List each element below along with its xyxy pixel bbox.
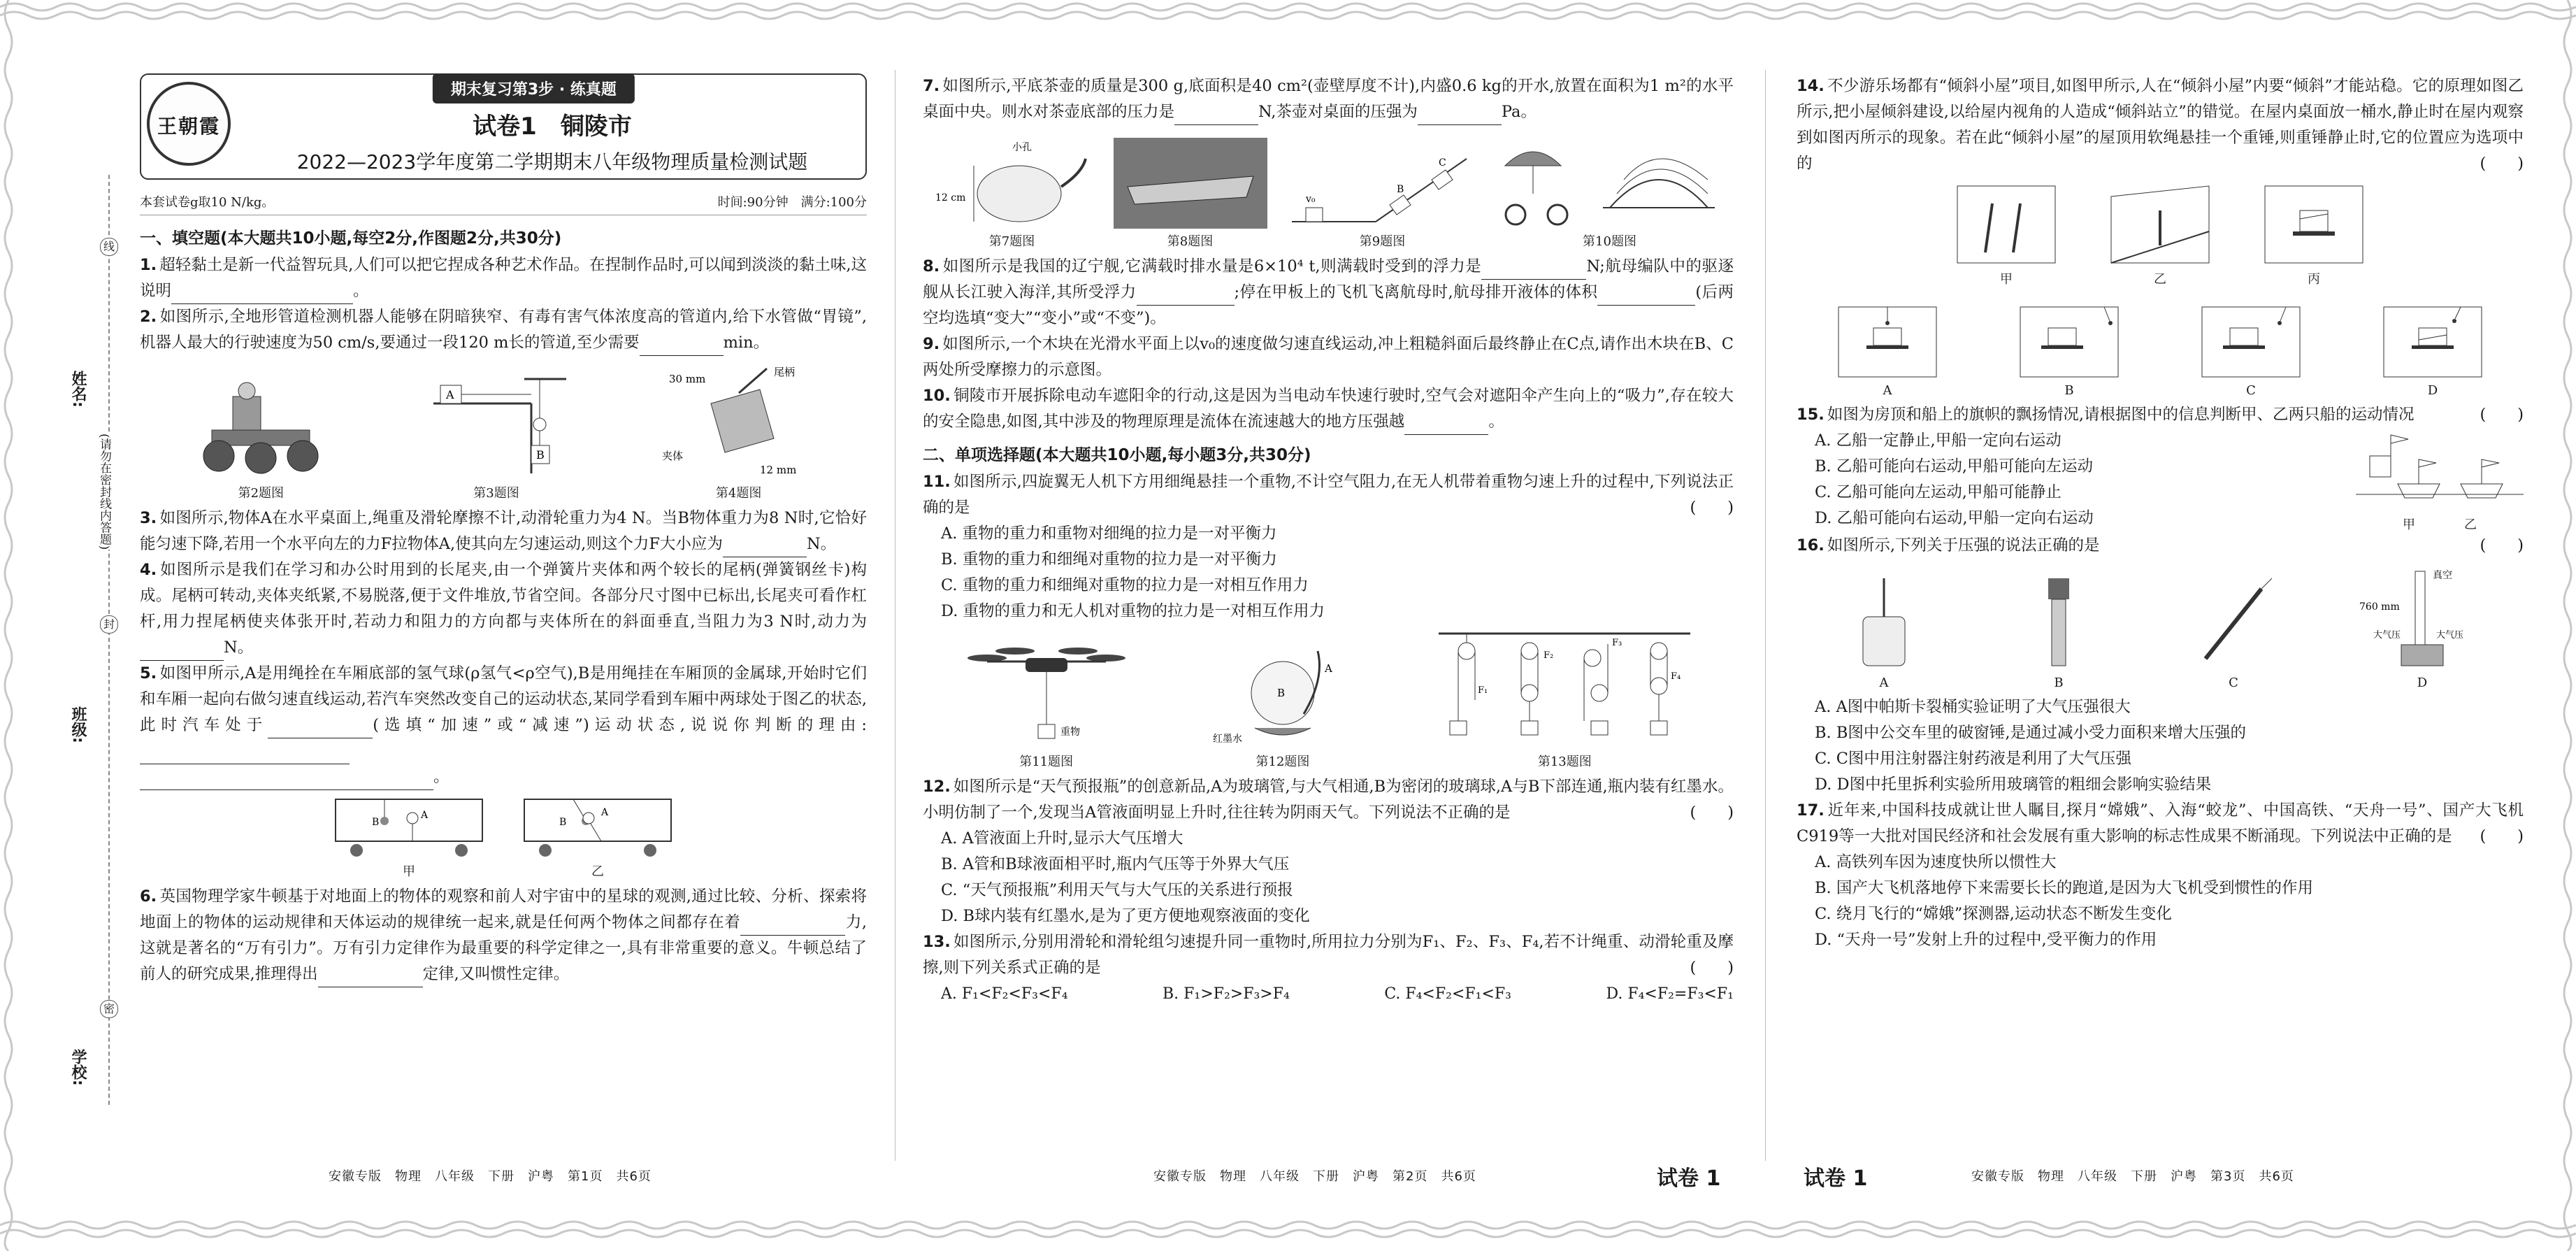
answer-blank[interactable] — [1418, 108, 1502, 125]
force-f1: F₁ — [1478, 685, 1488, 696]
option-d[interactable]: D. 乙船可能向右运动,甲船一定向右运动 — [1815, 509, 2094, 527]
hole-label: 小孔 — [1012, 142, 1032, 153]
question-7: 7. 如图所示,平底茶壶的质量是300 g,底面积是40 cm²(壶壁厚度不计),内盛0.6 kg的开水,放置在面积为1 m²的水平桌面中央。则水对茶壶底部的压力是 N,茶壶对桌面的压强为 Pa。 — [923, 73, 1734, 125]
figure-16-c: C — [2185, 575, 2282, 690]
option-d[interactable]: D. F₄<F₂=F₃<F₁ — [1606, 985, 1734, 1003]
figures-q2-q4 — [140, 362, 867, 501]
question-5: 5. 如图甲所示,A是用绳拴在车厢底部的氢气球(ρ氢气<ρ空气),B是用绳挂在车厢顶的金属球,开始时它们和车厢一起向右做匀速直线运动,若汽车突然改变自己的运动状态,某同学看到车厢中两球处于图乙的状态,此时汽车处于 (选填“加速”或“减速”)运动状态,说说你判断的理由: 。 — [140, 661, 867, 790]
name-field-label: 姓名: — [69, 371, 87, 408]
figure-5-jia: B A 甲 — [329, 796, 489, 880]
column-divider — [1765, 70, 1766, 1161]
option-a[interactable]: A. 重物的重力和重物对细绳的拉力是一对平衡力 — [941, 524, 1277, 543]
figure-16 — [1797, 564, 2524, 690]
exam-title: 试卷1 铜陵市 — [473, 113, 632, 141]
option-d[interactable]: D. D图中托里拆利实验所用玻璃管的粗细会影响实验结果 — [1815, 775, 2212, 794]
svg-text:B: B — [372, 817, 380, 828]
answer-blank[interactable] — [171, 287, 353, 304]
pulley-systems-diagram — [1439, 630, 1690, 749]
answer-paren[interactable]: ( ) — [1690, 499, 1734, 517]
mm-label: 760 mm — [2359, 601, 2400, 613]
option-a[interactable]: A. 高铁列车因为速度快所以惯性大 — [1815, 853, 2057, 871]
option-c[interactable]: C. C图中用注射器注射药液是利用了大气压强 — [1815, 750, 2131, 768]
svg-text:C: C — [1438, 157, 1446, 169]
answer-paren[interactable]: ( ) — [1690, 959, 1734, 977]
tube-a-label: A — [1324, 662, 1332, 675]
class-field-label: 班级: — [69, 706, 87, 743]
syringe-diagram — [2185, 575, 2282, 673]
figure-3: A B 第3题图 — [426, 376, 566, 501]
question-17: 17. 近年来,中国科技成就让世人瞩目,探月“嫦娥”、入海“蛟龙”、中国高铁、“天舟一号”、国产大飞机C919等一大批对国民经济和社会发展有重大影响的标志性成果不断涌现。下列说法中正确的是 ( ) — [1797, 798, 2524, 850]
question-14: 14. 不少游乐场都有“倾斜小屋”项目,如图甲所示,人在“倾斜小屋”内要“倾斜”才能站稳。它的原理如图乙所示,把小屋倾斜建设,以给屋内视角的人造成“倾斜站立”的错觉。在屋内桌面放一桶水,静止时在屋内观察到如图丙所示的现象。若在此“倾斜小屋”的屋顶用软绳悬挂一个重锤,则重锤静止时,它的位置应为选项中的 ( ) — [1797, 73, 2524, 177]
option-a[interactable]: A. A图中帕斯卡裂桶实验证明了大气压强很大 — [1815, 698, 2131, 716]
question-16: 16. 如图所示,下列关于压强的说法正确的是 ( ) — [1797, 533, 2524, 559]
vacuum-label: 真空 — [2433, 570, 2452, 581]
answer-blank[interactable] — [740, 918, 845, 936]
tilted-room-bing — [2258, 183, 2370, 266]
answer-blank[interactable] — [723, 540, 807, 557]
option-d-figure[interactable]: D — [2377, 303, 2489, 398]
atm-label-left: 大气压 — [2373, 630, 2401, 641]
scooter-umbrella-diagram — [1498, 138, 1722, 229]
svg-text:B: B — [1396, 184, 1404, 195]
question-15-options — [1797, 428, 2356, 533]
page-footer-3: 安徽专版 物理 八年级 下册 沪粤 第3页 共6页 — [1971, 1169, 2294, 1184]
bottom-wave-border — [0, 1217, 2576, 1241]
page-footer-2: 安徽专版 物理 八年级 下册 沪粤 第2页 共6页 — [1153, 1169, 1476, 1184]
binder-clip-diagram — [655, 362, 823, 480]
option-b[interactable]: B. 重物的重力和细绳对重物的拉力是一对平衡力 — [941, 550, 1277, 569]
question-1: 1. 超轻黏土是新一代益智玩具,人们可以把它捏成各种艺术作品。在捏制作品时,可以闻到淡淡的黏土味,这说明 。 — [140, 252, 867, 304]
incline-block-diagram — [1292, 138, 1474, 229]
question-6: 6. 英国物理学家牛顿基于对地面上的物体的观察和前人对宇宙中的星球的观测,通过比较、分析、探索将地面上的物体的运动规律和天体运动的规律统一起来,就是任何两个物体之间都存在着 力,这就是著名的“万有引力”。万有引力定律作为最重要的科学定律之一,具有非常重要的意义。牛顿总结了前人的研究成果,推理得出 定律,又叫惯性定律。 — [140, 884, 867, 987]
answer-blank[interactable] — [268, 721, 373, 738]
left-wave-border — [0, 0, 24, 1251]
page-3-column — [1797, 73, 2524, 953]
option-c[interactable]: C. F₄<F₂<F₁<F₃ — [1384, 985, 1511, 1003]
weight-label: 重物 — [1060, 727, 1080, 738]
figure-12: B A 红墨水 第12题图 — [1213, 637, 1353, 770]
figure-16-d: 真空 760 mm 大气压 大气压 D — [2359, 568, 2485, 690]
question-3: 3. 如图所示,物体A在水平桌面上,绳重及滑轮摩擦不计,动滑轮重力为4 N。当B物体重力为8 N时,它恰好能匀速下降,若用一个水平向左的力F拉物体A,使其向左匀速运动,则这个力F大小应为 N。 — [140, 506, 867, 557]
brand-logo — [147, 82, 231, 166]
option-b[interactable]: B. 乙船可能向右运动,甲船可能向左运动 — [1815, 457, 2093, 476]
answer-paren[interactable]: ( ) — [2480, 155, 2524, 173]
answer-blank[interactable] — [1481, 262, 1586, 280]
answer-blank[interactable] — [140, 773, 433, 790]
brand-logo-text: 王朝霞 — [157, 115, 220, 138]
drone-illustration — [966, 637, 1127, 749]
option-a[interactable]: A. F₁<F₂<F₃<F₄ — [941, 985, 1068, 1003]
school-field-label: 学校: — [69, 1049, 87, 1086]
figure-14-scenes — [1797, 183, 2524, 287]
seal-circle: 密 — [100, 1000, 118, 1018]
dimension-12mm: 12 mm — [759, 464, 796, 476]
seal-circle: 线 — [100, 238, 118, 256]
question-10: 10. 铜陵市开展拆除电动车遮阳伞的行动,这是因为当电动车快速行驶时,空气会对遮阳伞产生向上的“吸力”,存在较大的安全隐患,如图,其中涉及的物理原理是流体在流速越大的地方压强越 。 — [923, 383, 1734, 435]
height-label: 12 cm — [935, 192, 965, 203]
answer-paren[interactable]: ( ) — [2480, 406, 2524, 424]
answer-blank[interactable] — [1404, 417, 1488, 435]
exam-meta — [140, 192, 867, 215]
red-ink-label: 红墨水 — [1212, 734, 1242, 745]
review-step-tag: 期末复习第3步 · 练真题 — [433, 73, 635, 103]
option-c[interactable]: C. 乙船可能向左运动,甲船可能静止 — [1815, 483, 2061, 501]
figure-8: 第8题图 — [1114, 138, 1267, 250]
option-d[interactable]: D. B球内装有红墨水,是为了更方便地观察液面的变化 — [941, 907, 1310, 925]
figure-2: 第2题图 — [184, 376, 338, 501]
question-13-options — [941, 981, 1734, 1007]
question-8: 8. 如图所示是我国的辽宁舰,它满载时排水量是6×10⁴ t,则满载时受到的浮力是 N;航母编队中的驱逐舰从长江驶入海洋,其所受浮力 ;停在甲板上的飞机飞离航母时,航母排开液体的体积 (后两空均选填“变大”“变小”或“不变”)。 — [923, 257, 1734, 327]
figure-5 — [140, 796, 867, 880]
svg-text:B: B — [559, 817, 567, 828]
clip-body-label: 夹体 — [661, 450, 683, 462]
option-d[interactable]: D. “天舟一号”发射上升的过程中,受平衡力的作用 — [1815, 931, 2157, 949]
answer-blank[interactable] — [1597, 288, 1695, 306]
pascal-barrel-diagram — [1835, 575, 1933, 673]
option-b[interactable]: B. F₁>F₂>F₃>F₄ — [1163, 985, 1290, 1003]
page-footer-1: 安徽专版 物理 八年级 下册 沪粤 第1页 共6页 — [329, 1169, 652, 1184]
option-a-figure[interactable]: A — [1832, 303, 1943, 398]
section-heading-single: 二、单项选择题(本大题共10小题,每小题3分,共30分) — [923, 446, 1311, 464]
tail-label: 尾柄 — [773, 366, 795, 378]
teapot-illustration — [935, 138, 1089, 229]
svg-text:A: A — [421, 810, 429, 821]
carriage-yi — [517, 796, 678, 859]
question-4: 4. 如图所示是我们在学习和办公时用到的长尾夹,由一个弹簧片夹体和两个较长的尾柄(弹簧钢丝卡)构成。尾柄可转动,夹体夹纸紧,不易脱落,便于文件堆放,节省空间。各部分尺寸图中已标出,长尾夹可看作杠杆,用力捏尾柄使夹体张开时,若动力和阻力的方向都与夹体所在的斜面垂直,当阻力为3 N时,动力为N。 — [140, 557, 867, 661]
answer-blank[interactable] — [140, 747, 350, 764]
window-hammer-diagram — [2010, 575, 2108, 673]
time-score: 时间:90分钟 满分:100分 — [717, 195, 867, 210]
figure-4: 30 mm 尾柄 夹体 12 mm 第4题图 — [655, 362, 823, 501]
option-b-figure[interactable]: B — [2013, 303, 2125, 398]
figure-14-jia: 甲 — [1950, 183, 2062, 287]
option-c[interactable]: C. “天气预报瓶”利用天气与大气压的关系进行预报 — [941, 881, 1293, 899]
top-wave-border — [0, 0, 2576, 24]
option-c-diagram — [2195, 303, 2307, 380]
block-b-label: B — [535, 448, 545, 462]
answer-blank[interactable] — [640, 338, 724, 356]
figure-14-bing: 丙 — [2258, 183, 2370, 287]
dimension-30mm: 30 mm — [668, 373, 705, 385]
question-15-body — [1797, 428, 2524, 533]
figure-15: 甲 乙 — [2356, 428, 2524, 533]
paper-tag-3: 试卷 1 — [1804, 1166, 1868, 1191]
g-note: 本套试卷g取10 N/kg。 — [140, 195, 275, 210]
force-f2: F₂ — [1544, 650, 1554, 661]
aircraft-carrier-photo — [1114, 138, 1267, 229]
seal-circle: 封 — [100, 615, 118, 634]
question-12: 12. 如图所示是“天气预报瓶”的创意新品,A为玻璃管,与大气相通,B为密闭的玻璃球,A与B下部连通,瓶内装有红墨水。小明仿制了一个,发现当A管液面明显上升时,往往转为阴雨天气。下列说法不正确的是 ( ) — [923, 774, 1734, 826]
bulb-b-label: B — [1276, 687, 1286, 699]
page-1-column — [140, 73, 867, 987]
answer-paren[interactable]: ( ) — [2480, 827, 2524, 845]
figure-10: 第10题图 — [1498, 138, 1722, 250]
question-2: 2. 如图所示,全地形管道检测机器人能够在阴暗狭窄、有毒有害气体浓度高的管道内,给下水管做“胃镜”,机器人最大的行驶速度为50 cm/s,要通过一段120 m长的管道,至少需要 min。 — [140, 304, 867, 356]
torricelli-diagram — [2359, 568, 2485, 673]
option-c-figure[interactable]: C — [2195, 303, 2307, 398]
v0-label: v₀ — [1305, 194, 1316, 205]
carriage-jia — [329, 796, 489, 859]
exam-header — [140, 73, 867, 180]
option-d[interactable]: D. 重物的重力和无人机对重物的拉力是一对相互作用力 — [941, 602, 1325, 620]
figures-q7-q10 — [923, 131, 1734, 250]
figure-14-yi: 乙 — [2104, 183, 2216, 287]
right-wave-border — [2552, 0, 2576, 1251]
answer-blank[interactable] — [1137, 288, 1235, 306]
figure-13: F₁ F₂ F₃ F₄ 第13题图 — [1439, 630, 1690, 770]
answer-blank[interactable] — [1174, 108, 1258, 125]
force-f3: F₃ — [1612, 638, 1622, 648]
tilted-room-jia — [1950, 183, 2062, 266]
flags-boats-diagram — [2356, 428, 2524, 512]
option-b[interactable]: B. 国产大飞机落地停下来需要长长的跑道,是因为大飞机受到惯性的作用 — [1815, 879, 2313, 897]
weather-bottle-diagram — [1213, 637, 1353, 749]
figure-16-b: B — [2010, 575, 2108, 690]
figure-7: 小孔 12 cm 第7题图 — [935, 138, 1089, 250]
force-f4: F₄ — [1671, 671, 1681, 682]
atm-label-right: 大气压 — [2436, 630, 2464, 641]
page-2-column — [923, 73, 1734, 1007]
exam-subtitle: 2022—2023学年度第二学期期末八年级物理质量检测试题 — [296, 150, 808, 173]
option-b-diagram — [2013, 303, 2125, 380]
figures-q11-q13 — [923, 630, 1734, 770]
option-b[interactable]: B. B图中公交车里的破窗锤,是通过减小受力面积来增大压强的 — [1815, 724, 2247, 742]
seal-instruction: (请勿在密封线内答题) — [96, 434, 113, 550]
option-c[interactable]: C. 绕月飞行的“嫦娥”探测器,运动状态不断发生变化 — [1815, 905, 2172, 923]
option-a[interactable]: A. 乙船一定静止,甲船一定向右运动 — [1815, 431, 2061, 450]
question-13: 13. 如图所示,分别用滑轮和滑轮组匀速提升同一重物时,所用拉力分别为F₁、F₂、F₃、F₄,若不计绳重、动滑轮重及摩擦,则下列关系式正确的是 ( ) — [923, 929, 1734, 981]
robot-illustration — [184, 376, 338, 480]
figure-9: v₀ B C 第9题图 — [1292, 138, 1474, 250]
option-d-diagram — [2377, 303, 2489, 380]
figure-16-a: A — [1835, 575, 1933, 690]
section-heading-fill: 一、填空题(本大题共10小题,每空2分,作图题2分,共30分) — [140, 229, 562, 248]
question-9: 9. 如图所示,一个木块在光滑水平面上以v₀的速度做匀速直线运动,冲上粗糙斜面后最终静止在C点,请作出木块在B、C两处所受摩擦力的示意图。 — [923, 335, 1734, 379]
option-a-diagram — [1832, 303, 1943, 380]
block-a-label: A — [445, 388, 454, 401]
question-11: 11. 如图所示,四旋翼无人机下方用细绳悬挂一个重物,不计空气阻力,在无人机带着重物匀速上升的过程中,下列说法正确的是 ( ) — [923, 469, 1734, 521]
answer-paren[interactable]: ( ) — [2480, 536, 2524, 555]
answer-paren[interactable]: ( ) — [1690, 803, 1734, 822]
svg-text:A: A — [601, 807, 609, 818]
figure-5-yi: B A 乙 — [517, 796, 678, 880]
answer-blank[interactable] — [318, 970, 423, 987]
pulley-block-diagram — [426, 376, 566, 480]
question-15: 15. 如图为房顶和船上的旗帜的飘扬情况,请根据图中的信息判断甲、乙两只船的运动情况 ( ) — [1797, 402, 2524, 428]
figure-14-options — [1797, 293, 2524, 398]
paper-tag-2: 试卷 1 — [1657, 1166, 1721, 1191]
tilted-room-yi — [2104, 183, 2216, 266]
seal-line — [108, 175, 110, 1105]
figure-11: 重物 第11题图 — [966, 637, 1127, 770]
option-c[interactable]: C. 重物的重力和细绳对重物的拉力是一对相互作用力 — [941, 576, 1309, 594]
option-b[interactable]: B. A管和B球液面相平时,瓶内气压等于外界大气压 — [941, 855, 1290, 873]
answer-blank[interactable] — [140, 643, 224, 661]
option-a[interactable]: A. A管液面上升时,显示大气压增大 — [941, 829, 1183, 848]
